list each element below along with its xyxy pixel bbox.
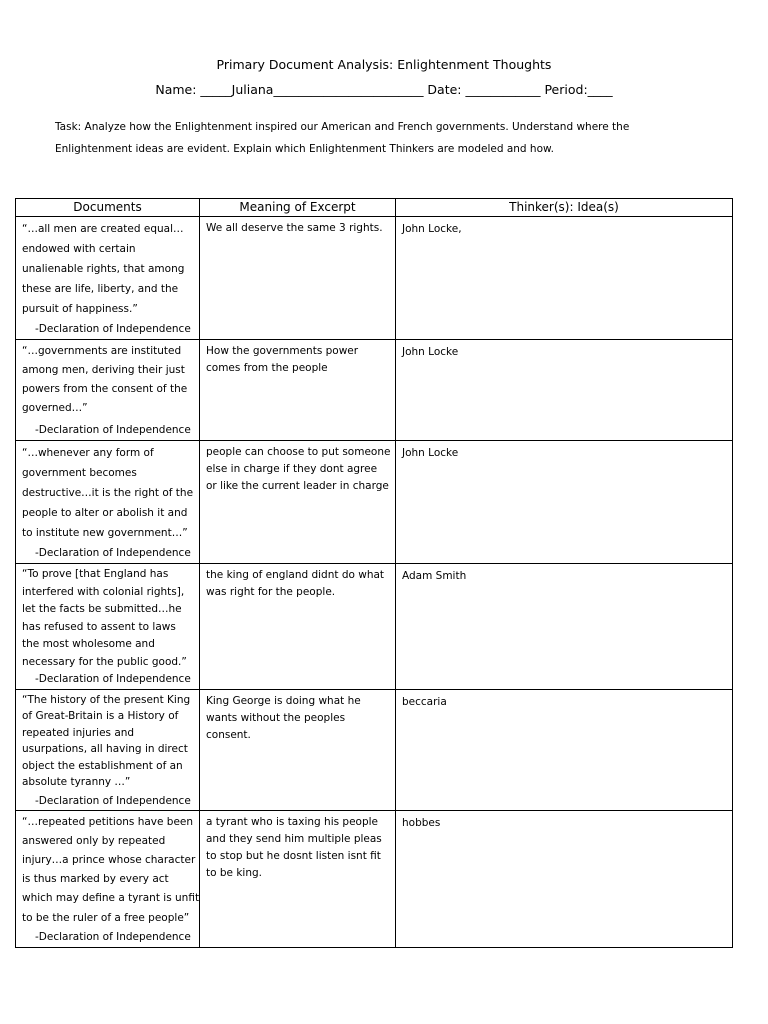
document-line: unalienable rights, that among [22,263,185,275]
document-line: the most wholesome and [22,638,155,650]
thinker-text: John Locke [402,346,459,358]
meaning-cell[interactable] [200,564,396,690]
worksheet-title: Primary Document Analysis: Enlightenment Thoughts [216,57,552,72]
document-line: powers from the consent of the [22,383,188,395]
document-line: usurpations, all having in direct [22,743,188,755]
document-line: government becomes [22,467,137,479]
document-line: answered only by repeated [22,834,166,847]
thinker-text: John Locke [402,447,459,459]
thinker-cell[interactable] [396,441,733,564]
document-line: injury…a prince whose character [22,853,196,866]
document-source: -Declaration of Independence [35,547,191,559]
meaning-cell[interactable] [200,441,396,564]
document-line: “…all men are created equal… [22,223,184,235]
document-source: -Declaration of Independence [35,794,191,807]
thinker-cell[interactable] [396,810,733,947]
document-line: of Great-Britain is a History of [22,710,179,722]
document-line: “…repeated petitions have been [22,815,194,828]
document-line: which may define a tyrant is unfit [22,892,200,905]
document-line: these are life, liberty, and the [22,283,179,295]
document-line: endowed with certain [22,243,136,255]
table-row [16,340,733,441]
document-cell [16,217,200,340]
thinker-text: hobbes [402,816,441,829]
meaning-cell[interactable] [200,217,396,340]
document-line: “…governments are instituted [22,345,182,357]
table-header-row [16,199,733,217]
document-line: destructive…it is the right of the [22,487,194,499]
meaning-text: people can choose to put someone else in charge if they dont agree or like the current leader in charge [206,446,391,492]
document-line: to be the ruler of a free people” [22,911,190,924]
task-instructions: Task: Analyze how the Enlightenment inspired our American and French governments. Understand where the Enlightenment ideas are evident. Explain which Enlightenment Thinkers are modeled and how. [55,121,630,155]
thinker-text: John Locke, [402,223,462,235]
meaning-text: We all deserve the same 3 rights. [206,222,383,234]
document-line: “The history of the present King [22,693,191,706]
document-cell [16,689,200,810]
thinker-cell[interactable] [396,340,733,441]
document-line: let the facts be submitted…he [22,603,182,615]
document-line: people to alter or abolish it and [22,507,188,519]
analysis-table [15,198,733,948]
name-date-period-line: Name: _____Juliana________________________ Date: ____________ Period:____ [155,82,613,97]
document-line: is thus marked by every act [22,873,169,886]
document-line: object the establishment of an [22,759,183,772]
document-cell [16,340,200,441]
document-line: absolute tyranny …” [22,776,131,788]
document-line: pursuit of happiness.” [22,303,138,315]
table-row [16,441,733,564]
document-line: “…whenever any form of [22,447,154,459]
meaning-text: a tyrant who is taxing his people and they send him multiple pleas to stop but he dosnt listen isnt fit to be king. [206,815,382,879]
document-line: “To prove [that England has [22,568,169,580]
document-line: among men, deriving their just [22,364,185,376]
document-cell [16,441,200,564]
meaning-text: King George is doing what he wants without the peoples consent. [206,694,361,741]
header-thinkers: Thinker(s): Idea(s) [396,199,733,217]
meaning-text: How the governments power comes from the people [206,345,359,374]
document-source: -Declaration of Independence [35,323,191,335]
document-line: interfered with colonial rights], [22,585,185,598]
table-row [16,810,733,947]
document-source: -Declaration of Independence [35,424,191,436]
thinker-text: beccaria [402,695,447,708]
thinker-cell[interactable] [396,689,733,810]
table-row [16,564,733,690]
meaning-text: the king of england didnt do what was right for the people. [206,569,385,598]
meaning-cell[interactable] [200,810,396,947]
thinker-text: Adam Smith [402,570,467,582]
table-row [16,217,733,340]
document-line: repeated injuries and [22,726,135,739]
document-source: -Declaration of Independence [35,673,191,685]
table-row [16,689,733,810]
document-line: governed…” [22,402,88,414]
document-line: necessary for the public good.” [22,655,187,668]
header-documents: Documents [16,199,200,217]
header-meaning: Meaning of Excerpt [200,199,396,217]
document-line: has refused to assent to laws [22,620,176,633]
document-source: -Declaration of Independence [35,930,191,943]
document-cell [16,564,200,690]
document-line: to institute new government…” [22,527,188,539]
thinker-cell[interactable] [396,564,733,690]
meaning-cell[interactable] [200,340,396,441]
meaning-cell[interactable] [200,689,396,810]
thinker-cell[interactable] [396,217,733,340]
document-cell [16,810,200,947]
